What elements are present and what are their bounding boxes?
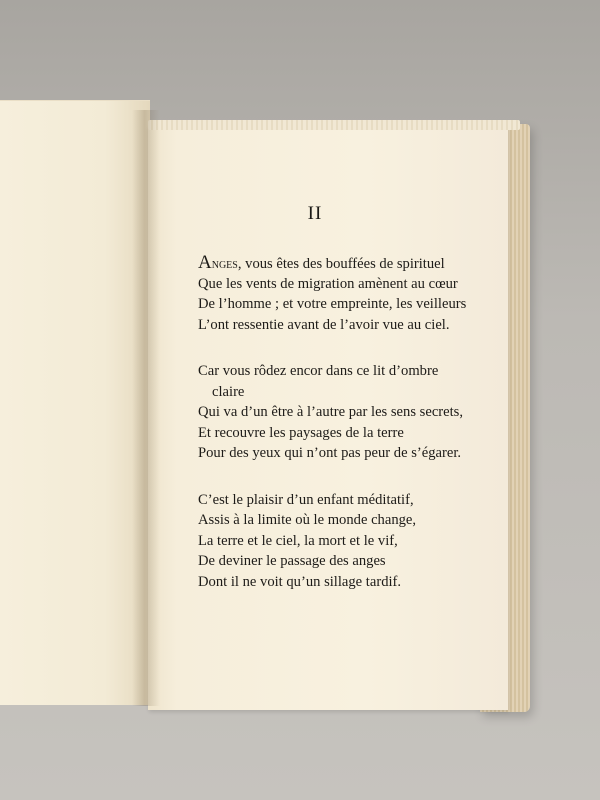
stanza-2 — [198, 361, 488, 464]
poem-line-continuation: claire — [212, 383, 245, 400]
poem-line: De deviner le passage des anges — [198, 553, 386, 569]
stanza-1 — [198, 253, 488, 335]
poem-line: Que les vents de migration amènent au cœur — [198, 275, 458, 292]
first-word-smallcaps: nges, — [211, 256, 242, 272]
page-number: II — [307, 203, 323, 224]
stanza-3 — [198, 490, 488, 593]
poem-line: C’est le plaisir d’un enfant méditatif, — [198, 491, 414, 508]
book-gutter — [132, 110, 160, 706]
poem-line: L’ont ressentie avant de l’avoir vue au ciel. — [198, 316, 450, 333]
poem-line: Assis à la limite où le monde change, — [198, 512, 417, 528]
poem-line: La terre et le ciel, la mort et le vif, — [198, 532, 398, 549]
drop-cap: A — [198, 252, 212, 273]
left-page — [0, 100, 150, 705]
deckled-page-edge — [148, 120, 520, 130]
poem-line: Pour des yeux qui n’ont pas peur de s’égarer. — [198, 445, 462, 461]
poem-line-text: vous êtes des bouffées de spirituel — [241, 256, 445, 272]
poem-line: Car vous rôdez encor dans ce lit d’ombre — [198, 363, 439, 379]
poem-line: Dont il ne voit qu’un sillage tardif. — [198, 573, 402, 590]
poem — [198, 253, 488, 618]
poem-line: Qui va d’un être à l’autre par les sens secrets, — [198, 404, 464, 420]
poem-line: De l’homme ; et votre empreinte, les veilleurs — [198, 296, 467, 312]
poem-line: Et recouvre les paysages de la terre — [198, 424, 404, 441]
poem-line — [198, 253, 488, 274]
